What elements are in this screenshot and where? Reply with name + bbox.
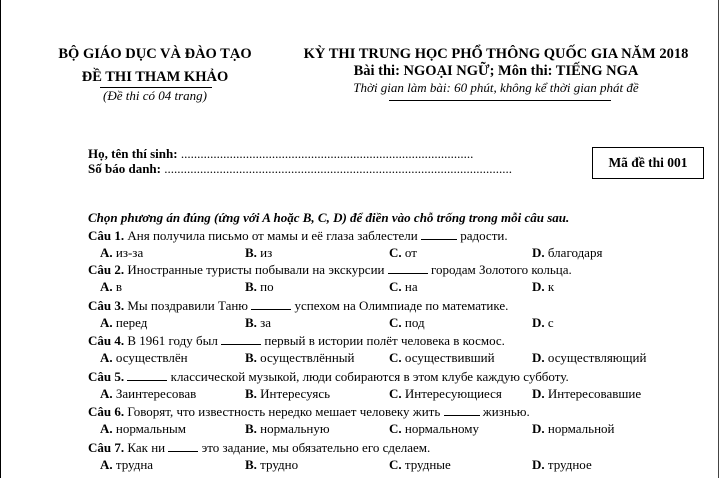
- option-letter: C.: [389, 457, 402, 472]
- candidate-name-dots: ..........................................................................................: [180, 146, 474, 161]
- exam-code-box: Mã đề thi 001: [592, 147, 704, 179]
- question-before: Говорят, что известность нередко мешает человеку жить: [127, 404, 441, 419]
- option-letter: D.: [532, 245, 545, 260]
- option-text: в: [115, 279, 123, 294]
- answer-option[interactable]: [389, 421, 479, 437]
- option-text: нормальную: [260, 421, 330, 436]
- option-letter: D.: [532, 421, 545, 436]
- answer-blank[interactable]: [421, 229, 457, 240]
- answer-blank[interactable]: [444, 405, 480, 416]
- option-text: трудные: [404, 457, 451, 472]
- answer-option[interactable]: [389, 245, 417, 261]
- option-text: нормальной: [547, 421, 615, 436]
- option-letter: C.: [389, 279, 402, 294]
- option-letter: D.: [532, 315, 545, 330]
- question-text: [88, 440, 430, 456]
- question-after: классической музыкой, люди собираются в этом клубе каждую субботу.: [170, 369, 569, 384]
- answer-option[interactable]: [389, 279, 418, 295]
- question-after: городам Золотого кольца.: [430, 262, 572, 277]
- option-letter: B.: [245, 421, 257, 436]
- answer-option[interactable]: [532, 386, 641, 402]
- candidate-id-label: Số báo danh:: [88, 161, 161, 176]
- option-text: Интересующиеся: [404, 386, 502, 401]
- answer-option[interactable]: [389, 350, 495, 366]
- exam-type: ĐỀ THI THAM KHẢO: [81, 69, 229, 85]
- option-letter: B.: [245, 245, 257, 260]
- option-text: осуществивший: [404, 350, 495, 365]
- page-count: (Đề thi có 04 trang): [103, 88, 207, 103]
- option-text: по: [260, 279, 274, 294]
- answer-option[interactable]: [532, 279, 554, 295]
- candidate-name-label: Họ, tên thí sinh:: [88, 146, 178, 161]
- page-left-border: [0, 0, 1, 478]
- question-text: [88, 298, 508, 314]
- option-letter: C.: [389, 350, 402, 365]
- option-text: на: [404, 279, 418, 294]
- answer-option[interactable]: [100, 245, 143, 261]
- option-letter: A.: [100, 315, 113, 330]
- option-text: благодаря: [547, 245, 603, 260]
- option-letter: B.: [245, 457, 257, 472]
- answer-option[interactable]: [245, 279, 274, 295]
- answer-option[interactable]: [100, 421, 186, 437]
- question-text: [88, 404, 530, 420]
- option-letter: A.: [100, 421, 113, 436]
- question-after: радости.: [460, 228, 508, 243]
- question-label: Câu 4.: [88, 333, 125, 348]
- answer-option[interactable]: [245, 421, 330, 437]
- question-before: Как ни: [127, 440, 166, 455]
- question-label: Câu 1.: [88, 228, 125, 243]
- ministry-name: BỘ GIÁO DỤC VÀ ĐÀO TẠO: [58, 46, 252, 62]
- question-before: Аня получила письмо от мамы и её глаза заблестели: [127, 228, 418, 243]
- option-letter: B.: [245, 279, 257, 294]
- question-before: Иностранные туристы побывали на экскурсии: [127, 262, 385, 277]
- question-text: [88, 228, 508, 244]
- answer-option[interactable]: [245, 386, 330, 402]
- question-label: Câu 3.: [88, 298, 125, 313]
- question-after: первый в истории полёт человека в космос.: [264, 333, 505, 348]
- option-letter: D.: [532, 457, 545, 472]
- option-letter: A.: [100, 245, 113, 260]
- exam-time: Thời gian làm bài: 60 phút, không kể thời gian phát đề: [353, 80, 639, 95]
- answer-option[interactable]: [532, 350, 646, 366]
- header-underline: [389, 100, 611, 101]
- option-letter: A.: [100, 350, 113, 365]
- question-text: [88, 262, 572, 278]
- page-right-border: [718, 0, 719, 478]
- answer-option[interactable]: [532, 421, 615, 437]
- option-text: осуществлённый: [260, 350, 355, 365]
- answer-option[interactable]: [532, 245, 602, 261]
- option-text: трудное: [547, 457, 592, 472]
- option-text: под: [404, 315, 425, 330]
- answer-option[interactable]: [389, 457, 451, 473]
- answer-option[interactable]: [245, 245, 272, 261]
- option-text: из-за: [115, 245, 144, 260]
- exam-title: KỲ THI TRUNG HỌC PHỔ THÔNG QUỐC GIA NĂM 2018: [303, 46, 689, 62]
- option-letter: C.: [389, 421, 402, 436]
- option-text: с: [547, 315, 554, 330]
- question-after: это задание, мы обязательно его сделаем.: [201, 440, 431, 455]
- question-text: [88, 333, 505, 349]
- candidate-name-line: [88, 146, 473, 162]
- exam-subject: Bài thi: NGOẠI NGỮ; Môn thi: TIẾNG NGA: [353, 63, 639, 79]
- option-text: Интересуясь: [260, 386, 331, 401]
- answer-blank[interactable]: [168, 441, 198, 452]
- candidate-id-dots: ...........................................................................................................: [164, 161, 512, 176]
- answer-option[interactable]: [245, 350, 354, 366]
- option-letter: C.: [389, 245, 402, 260]
- option-text: от: [404, 245, 417, 260]
- answer-option[interactable]: [100, 386, 196, 402]
- answer-blank[interactable]: [127, 370, 167, 381]
- question-text: [88, 369, 569, 385]
- answer-option[interactable]: [245, 315, 271, 331]
- question-after: жизнью.: [482, 404, 530, 419]
- answer-option[interactable]: [389, 386, 502, 402]
- option-letter: B.: [245, 350, 257, 365]
- question-before: Мы поздравили Таню: [127, 298, 249, 313]
- answer-option[interactable]: [100, 315, 147, 331]
- option-text: нормальному: [404, 421, 480, 436]
- option-text: к: [547, 279, 555, 294]
- answer-option[interactable]: [100, 350, 188, 366]
- option-letter: A.: [100, 279, 113, 294]
- answer-option[interactable]: [532, 457, 592, 473]
- option-letter: D.: [532, 279, 545, 294]
- option-letter: D.: [532, 350, 545, 365]
- answer-option[interactable]: [532, 315, 554, 331]
- option-letter: C.: [389, 386, 402, 401]
- answer-option[interactable]: [100, 279, 122, 295]
- option-letter: A.: [100, 386, 113, 401]
- option-text: Интересовавшие: [547, 386, 642, 401]
- answer-blank[interactable]: [251, 299, 291, 310]
- option-text: перед: [115, 315, 148, 330]
- option-letter: A.: [100, 457, 113, 472]
- answer-option[interactable]: [389, 315, 425, 331]
- option-text: Заинтересовав: [115, 386, 197, 401]
- answer-option[interactable]: [100, 457, 153, 473]
- option-text: из: [260, 245, 273, 260]
- option-text: за: [260, 315, 272, 330]
- question-label: Câu 6.: [88, 404, 125, 419]
- option-text: осуществляющий: [547, 350, 647, 365]
- option-letter: D.: [532, 386, 545, 401]
- question-label: Câu 5.: [88, 369, 125, 384]
- candidate-id-line: [88, 161, 512, 177]
- answer-blank[interactable]: [221, 334, 261, 345]
- answer-blank[interactable]: [388, 263, 428, 274]
- answer-option[interactable]: [245, 457, 298, 473]
- option-text: нормальным: [115, 421, 187, 436]
- option-text: трудна: [115, 457, 154, 472]
- option-text: трудно: [260, 457, 299, 472]
- instruction: Chọn phương án đúng (ứng với A hoặc B, C, D) để điền vào chỗ trống trong mỗi câu sau.: [88, 210, 570, 225]
- option-letter: B.: [245, 386, 257, 401]
- question-label: Câu 7.: [88, 440, 125, 455]
- option-text: осуществлён: [115, 350, 188, 365]
- question-before: В 1961 году был: [127, 333, 218, 348]
- question-label: Câu 2.: [88, 262, 125, 277]
- question-after: успехом на Олимпиаде по математике.: [294, 298, 509, 313]
- option-letter: C.: [389, 315, 402, 330]
- option-letter: B.: [245, 315, 257, 330]
